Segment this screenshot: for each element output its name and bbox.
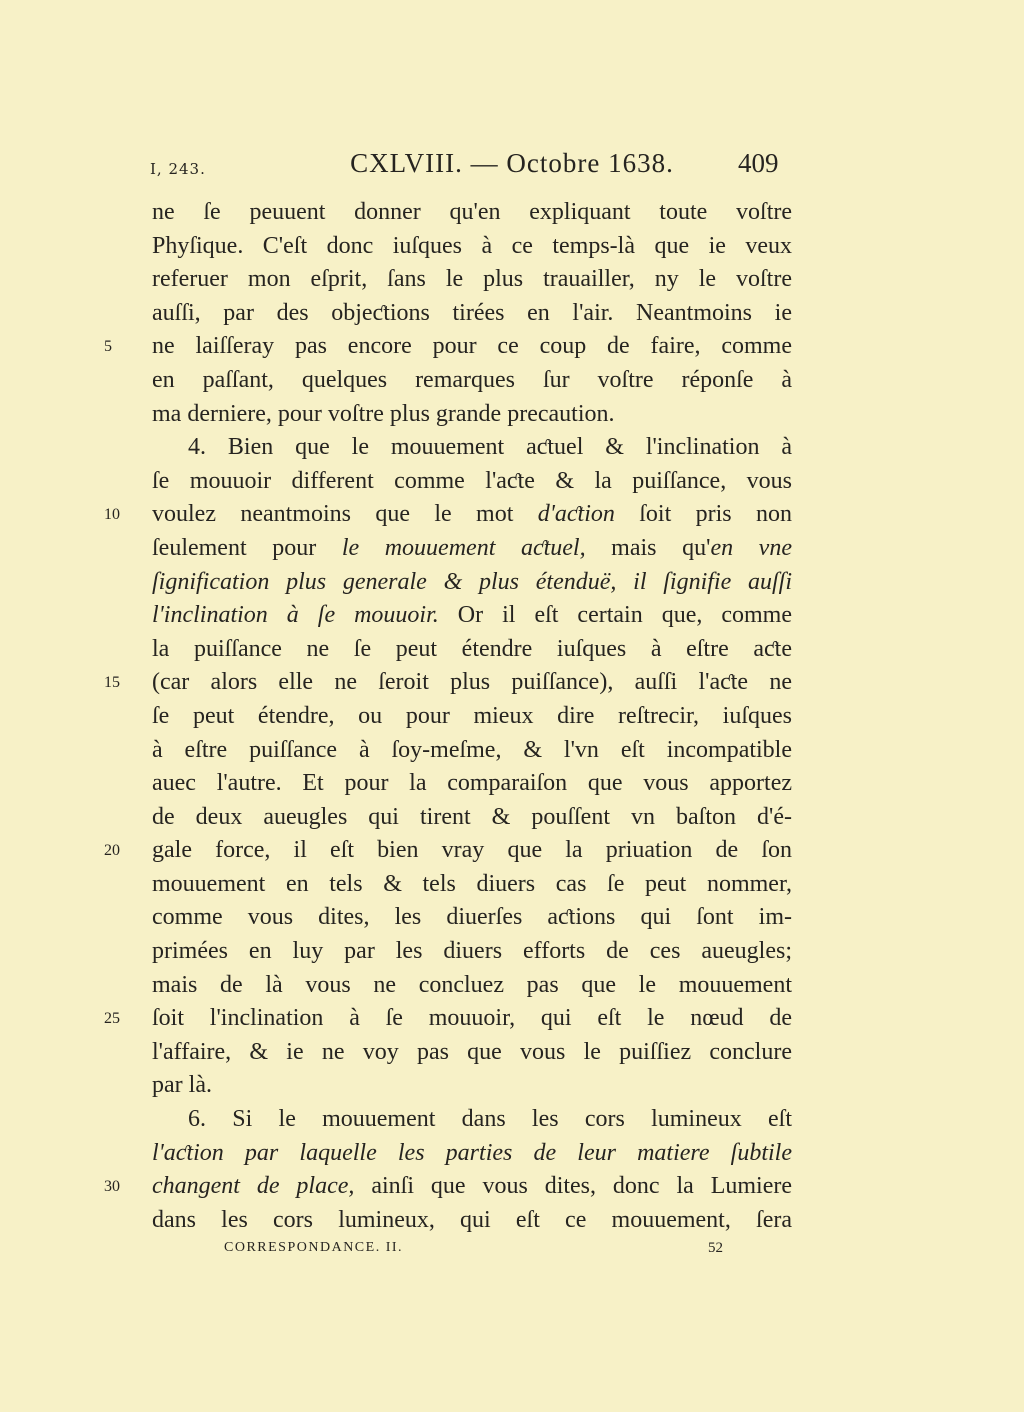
italic-text: changent de place,: [152, 1173, 355, 1200]
text-segment: ſe peut étendre, ou pour mieux dire reſtrecir, iuſques: [152, 702, 792, 729]
body-text: [104, 196, 793, 1237]
sheet-number: 52: [708, 1240, 723, 1256]
text-line: [104, 330, 792, 364]
page-reference: I, 243.: [150, 160, 206, 178]
text-segment: ſoit l'inclination à ſe mouuoir, qui eſt le nœud de: [152, 1005, 792, 1032]
text-line: [152, 901, 792, 935]
text-line: [152, 1103, 792, 1137]
text-segment: ainſi que vous dites, donc la Lumiere: [354, 1173, 792, 1200]
page-footer: [0, 1240, 1024, 1264]
text-segment: mais de là vous ne concluez pas que le mouuement: [152, 971, 792, 998]
text-segment: voulez neantmoins que le mot: [152, 501, 538, 528]
text-line: [152, 633, 792, 667]
text-segment: l'affaire, & ie ne voy pas que vous le puiſſiez conclure: [152, 1038, 792, 1065]
line-number: 20: [104, 842, 120, 860]
text-line: [152, 599, 792, 633]
line-number: 30: [104, 1178, 120, 1196]
text-line: [152, 297, 792, 331]
text-line: [152, 1069, 792, 1103]
text-segment: Phyſique. C'eſt donc iuſques à ce temps-là que ie veux: [152, 232, 792, 259]
italic-text: en vne: [710, 534, 792, 561]
page-number: 409: [738, 148, 779, 178]
text-line: [152, 767, 792, 801]
text-line: [152, 230, 792, 264]
text-line: [152, 431, 792, 465]
text-segment: ſe mouuoir different comme l'aƈte & la puiſſance, vous: [152, 467, 792, 494]
text-line: [152, 465, 792, 499]
text-line: [152, 1204, 792, 1238]
text-segment: auſſi, par des objeƈtions tirées en l'air. Neantmoins ie: [152, 299, 792, 326]
text-segment: de deux aueugles qui tirent & pouſſent vn baſton d'é-: [152, 803, 792, 830]
text-line: [104, 1002, 792, 1036]
text-line: [152, 364, 792, 398]
text-line: [152, 263, 792, 297]
text-line: [152, 196, 792, 230]
text-segment: comme vous dites, les diuerſes aƈtions qui ſont im-: [152, 904, 792, 931]
text-line: [104, 834, 792, 868]
text-line: [152, 1137, 792, 1171]
line-number: 10: [104, 506, 120, 524]
italic-text: l'aƈtion par laquelle les parties de leur matiere ſubtile: [152, 1139, 792, 1166]
signature-mark: CORRESPONDANCE. II.: [224, 1240, 404, 1255]
text-line: [104, 498, 792, 532]
text-line: [152, 1036, 792, 1070]
text-line: [152, 566, 792, 600]
italic-text: l'inclination à ſe mouuoir.: [152, 602, 439, 629]
text-segment: ſeulement pour: [152, 534, 342, 561]
text-line: [152, 734, 792, 768]
text-segment: mouuement en tels & tels diuers cas ſe peut nommer,: [152, 870, 792, 897]
text-line: [104, 1170, 792, 1204]
text-segment: 6. Si le mouuement dans les cors lumineux eſt: [188, 1106, 792, 1133]
text-line: [152, 398, 792, 432]
text-segment: (car alors elle ne ſeroit plus puiſſance), auſſi l'aƈte ne: [152, 669, 792, 696]
text-segment: à eſtre puiſſance à ſoy-meſme, & l'vn eſt incompatible: [152, 736, 792, 763]
line-number: 25: [104, 1010, 120, 1028]
text-segment: mais qu': [585, 534, 711, 561]
text-segment: dans les cors lumineux, qui eſt ce mouuement, ſera: [152, 1206, 792, 1233]
text-segment: ne laiſſeray pas encore pour ce coup de faire, comme: [152, 333, 792, 360]
text-line: [152, 700, 792, 734]
text-segment: Or il eſt certain que, comme: [438, 602, 793, 629]
text-segment: referuer mon eſprit, ſans le plus trauailler, ny le voſtre: [152, 266, 792, 293]
text-segment: par là.: [152, 1072, 212, 1099]
text-line: [152, 801, 792, 835]
text-segment: auec l'autre. Et pour la comparaiſon que vous apportez: [152, 770, 792, 797]
running-header: [0, 148, 1024, 188]
line-number: 5: [104, 338, 112, 356]
text-line: [152, 935, 792, 969]
text-segment: en paſſant, quelques remarques ſur voſtre réponſe à: [152, 366, 792, 393]
italic-text: le mouuement aƈtuel,: [341, 534, 586, 561]
text-segment: ſoit pris non: [614, 501, 792, 528]
line-number: 15: [104, 674, 120, 692]
text-line: [152, 969, 792, 1003]
italic-text: ſignification plus generale & plus étenduë, il ſignifie auſſi: [152, 568, 792, 595]
text-line: [152, 868, 792, 902]
text-line: [152, 532, 792, 566]
italic-text: d'aƈtion: [537, 501, 615, 528]
text-segment: la puiſſance ne ſe peut étendre iuſques à eſtre aƈte: [152, 635, 792, 662]
text-segment: primées en luy par les diuers efforts de ces aueugles;: [152, 938, 792, 965]
text-line: [104, 666, 792, 700]
text-segment: 4. Bien que le mouuement aƈtuel & l'inclination à: [188, 434, 792, 461]
text-segment: ne ſe peuuent donner qu'en expliquant toute voſtre: [152, 199, 792, 225]
page-title: CXLVIII. — Octobre 1638.: [350, 148, 674, 178]
text-segment: ma derniere, pour voſtre plus grande precaution.: [152, 400, 615, 427]
text-segment: gale force, il eſt bien vray que la priuation de ſon: [152, 837, 792, 864]
